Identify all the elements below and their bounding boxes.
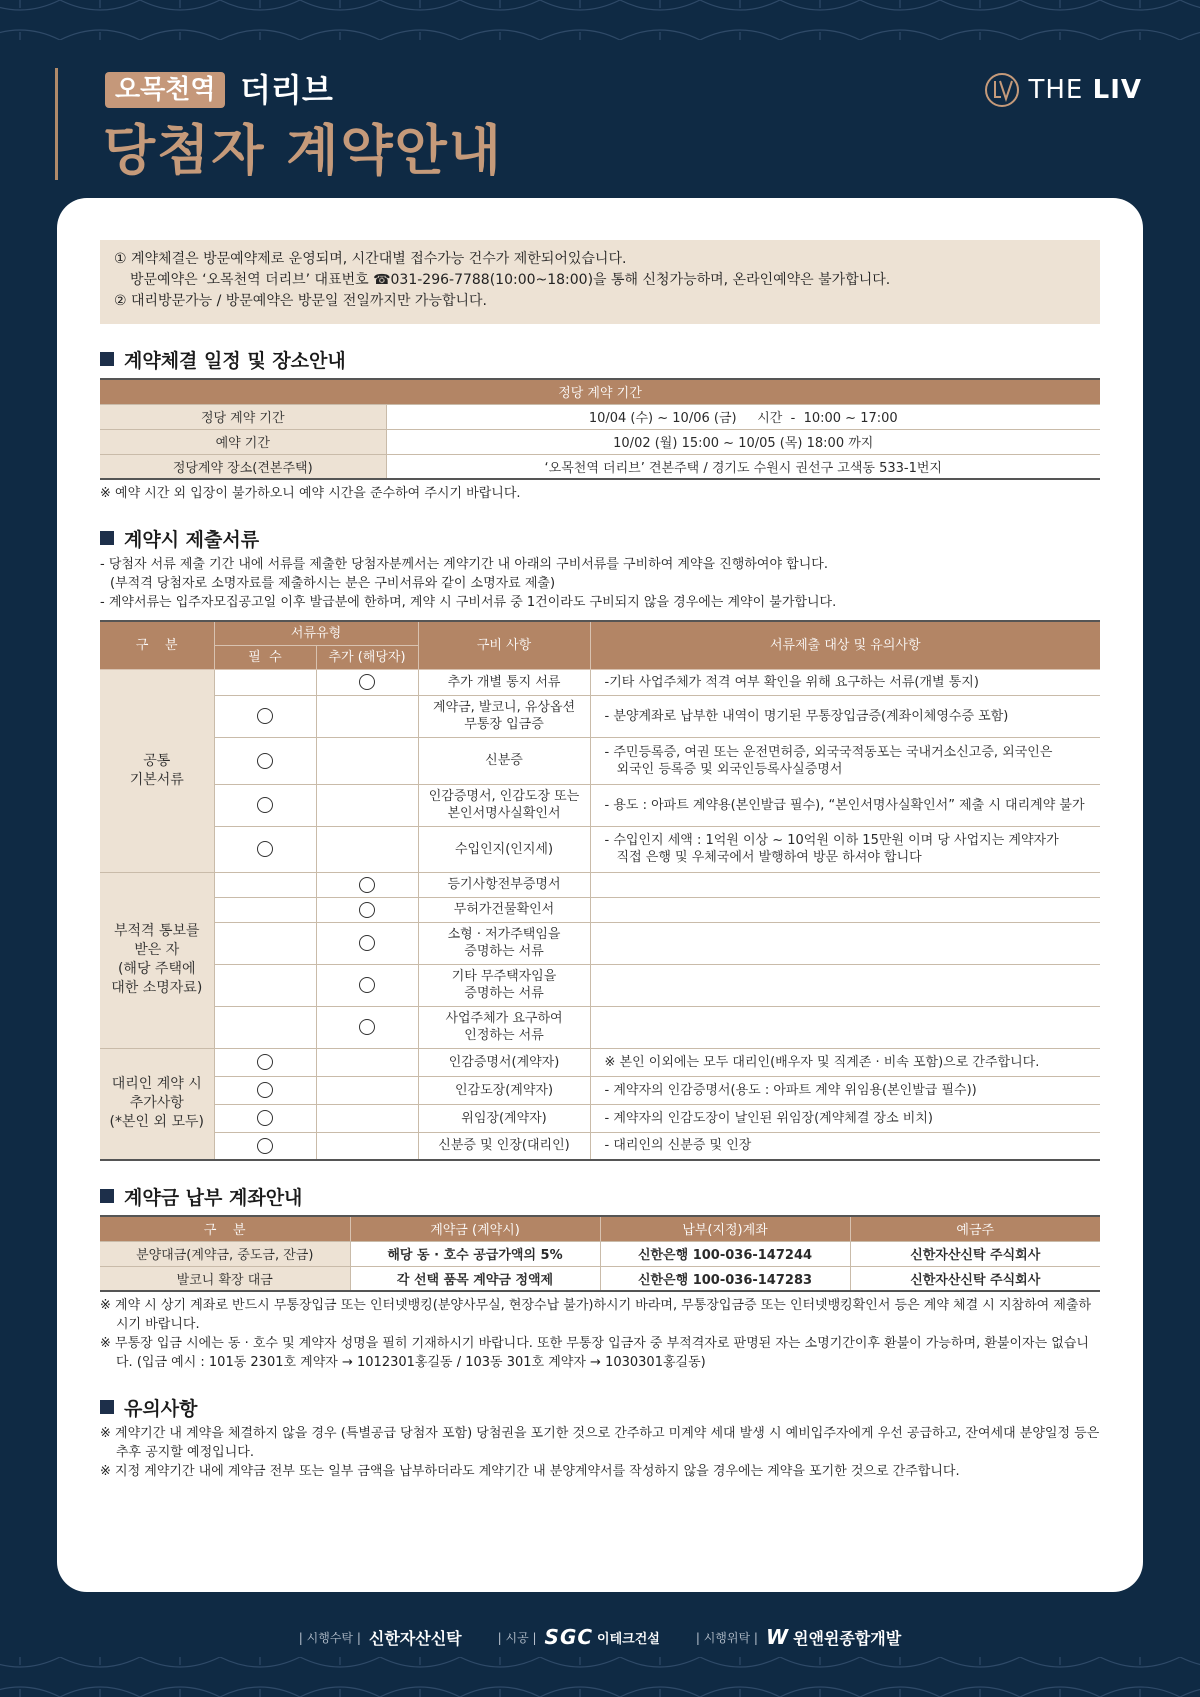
payment-table: 구 분 계약금 (계약시) 납부(지정)계좌 예금주 분양대금(계약금, 중도금, 잔금) 해당 동 · 호수 공급가액의 5% 신한은행 100-036-147244 신한자산신탁 주식회사 발코니 확장 대금 각 선택 품목 계약금 정액제 신한은행 100-036-147283 신한자산신탁 주식회사 [100,1215,1100,1292]
notice-line: ② 대리방문가능 / 방문예약은 방문일 전일까지만 가능합니다. [114,293,487,309]
schedule-table [100,378,1100,480]
square-bullet-icon [100,1189,114,1203]
table-row: 기타 무주택자임을 증명하는 서류 [100,964,1100,1006]
schedule-note: ※ 예약 시간 외 입장이 불가하오니 예약 시간을 준수하여 주시기 바랍니다. [100,486,521,501]
header-accent-bar [55,68,58,180]
footer-developer: | 시행위탁 | W 윈앤윈종합개발 [695,1625,902,1649]
table-row: 소형 · 저가주택임을 증명하는 서류 [100,922,1100,964]
table-row: 인감증명서, 인감도장 또는 본인서명사실확인서 - 용도 : 아파트 계약용(본인발급 필수), “본인서명사실확인서” 제출 시 대리계약 불가 [100,784,1100,826]
brand-name: THE LIV [1028,75,1142,105]
check-circle-icon [257,708,273,724]
bottom-pattern [0,1657,1200,1697]
table-row: 신분증 - 주민등록증, 여권 또는 운전면허증, 외국국적동포는 국내거소신고증, 외국인은 외국인 등록증 및 외국인등록사실증명서 [100,737,1100,784]
table-row: 무허가건물확인서 [100,897,1100,922]
check-circle-icon [257,841,273,857]
theliv-logo-icon [984,72,1020,108]
table-row: 부적격 통보를 받은 자 (해당 주택에 대한 소명자료) 등기사항전부증명서 [100,872,1100,897]
winwin-logo-icon: W [765,1625,789,1649]
check-circle-icon [257,1082,273,1098]
station-badge: 오목천역 [105,72,225,108]
check-circle-icon [257,797,273,813]
content-card [57,198,1143,1592]
project-name: 더리브 [240,71,333,109]
table-row: 발코니 확장 대금 각 선택 품목 계약금 정액제 신한은행 100-036-147283 신한자산신탁 주식회사 [100,1266,1100,1291]
table-row: 수입인지(인지세) - 수입인지 세액 : 1억원 이상 ~ 10억원 이하 15만원 이며 당 사업지는 계약자가 직접 은행 및 우체국에서 발행하여 방문 하셔야 합니다 [100,826,1100,872]
square-bullet-icon [100,531,114,545]
documents-table: 구 분 서류유형 구비 사항 서류제출 대상 및 유의사항 필 수 추가 (해당자) 공통 기본서류 추가 개별 통지 서류 -기타 사업주체가 적격 여부 확인을 위해 요구하는 서류(개별 통지) 계약금, 발코니, 유상옵션 무통장 입금증 - 분양계좌로 납부한 내역이 명기된 무통장입금증(계좌이체영수증 포함) 신분증 - 주민등록증, 여권 또는 운전면허증, 외국국적동포는 국내거소신고증, 외국인은 외국인 등록증 및 외국인등록사실증명서 인감증명서, 인감도장 또는 본인서명사실확인서 - 용도 : 아파트 계약용(본인발급 필수), “본인서명사실확인서” 제출 시 대리계약 불가 수입인지(인지세) - 수입인지 세액 : 1억원 이상 ~ 10억원 이하 15만원 이며 당 사업지는 계약자가 직접 은행 및 우체국에서 발행하여 방문 하셔야 합니다 부적격 통보를 받은 자 (해당 주택에 대한 소명자료) 등기사항전부증명서 무허가건물확인서 소형 · 저가주택임을 증명하는 서류 기타 무주택자임을 증명하는 서류 사업주체가 요구하여 인정하는 서류 대리인 계약 시 추가사항 (*본인 외 모두) 인감증명서(계약자) ※ 본인 이외에는 모두 대리인(배우자 및 직계존 · 비속 포함)으로 간주합니다. 인감도장(계약자) - 계약자의 인감증명서(용도 : 아파트 계약 위임용(본인발급 필수)) 위임장(계약자) - 계약자의 인감도장이 날인된 위임장(계약체결 장소 비치) 신분증 및 인장(대리인) - 대리인의 신분증 및 인장 [100,620,1100,1161]
top-pattern [0,0,1200,40]
footer-trustee: | 시행수탁 | 신한자산신탁 [298,1628,462,1648]
check-circle-icon [257,1110,273,1126]
table-row: 사업주체가 요구하여 인정하는 서류 [100,1006,1100,1048]
square-bullet-icon [100,352,114,366]
check-circle-icon [359,674,375,690]
check-circle-icon [359,1019,375,1035]
table-row: 위임장(계약자) - 계약자의 인감도장이 날인된 위임장(계약체결 장소 비치) [100,1104,1100,1132]
check-circle-icon [257,1138,273,1154]
section-title-cautions: 유의사항 [100,1394,1100,1420]
caution-notes: ※ 계약기간 내 계약을 체결하지 않을 경우 (특별공급 당첨자 포함) 당첨권을 포기한 것으로 간주하고 미계약 세대 발생 시 예비입주자에게 우선 공급하고, 잔여세대 분양일정 등은 추후 공지할 예정입니다. ※ 지정 계약기간 내에 계약금 전부 또는 일부 금액을 납부하더라도 계약기간 내 분양계약서를 작성하지 않을 경우에는 계약을 포기한 것으로 간주합니다. [100,1426,1100,1479]
footer [0,1622,1200,1652]
notice-box [100,240,1100,324]
table-row: 계약금, 발코니, 유상옵션 무통장 입금증 - 분양계좌로 납부한 내역이 명기된 무통장입금증(계좌이체영수증 포함) [100,695,1100,737]
check-circle-icon [359,877,375,893]
section-title-payment: 계약금 납부 계좌안내 [100,1183,1100,1209]
page-title: 당첨자 계약안내 [103,119,503,182]
check-circle-icon [359,902,375,918]
table-row: 분양대금(계약금, 중도금, 잔금) 해당 동 · 호수 공급가액의 5% 신한은행 100-036-147244 신한자산신탁 주식회사 [100,1241,1100,1266]
table-row: 대리인 계약 시 추가사항 (*본인 외 모두) 인감증명서(계약자) ※ 본인 이외에는 모두 대리인(배우자 및 직계존 · 비속 포함)으로 간주합니다. [100,1048,1100,1076]
section-title-documents: 계약시 제출서류 [100,525,1100,551]
notice-line: ① 계약체결은 방문예약제로 운영되며, 시간대별 접수가능 건수가 제한되어있습니다. [114,251,627,267]
check-circle-icon [257,753,273,769]
header [0,60,1200,190]
table-row: 정당계약 장소(견본주택) ‘오목천역 더리브’ 견본주택 / 경기도 수원시 권선구 고색동 533-1번지 [100,454,1100,479]
table-header: 정당 계약 기간 [100,379,1100,404]
documents-description: - 당첨자 서류 제출 기간 내에 서류를 제출한 당첨자분께서는 계약기간 내 아래의 구비서류를 구비하여 계약을 진행하여야 합니다. (부적격 당첨자로 소명자료를 제출하시는 분은 구비서류와 같이 소명자료 제출) - 계약서류는 입주자모집공고일 이후 발급분에 한하며, 계약 시 구비서류 중 1건이라도 구비되지 않을 경우에는 계약이 불가합니다. [100,557,837,610]
check-circle-icon [359,935,375,951]
payment-notes: ※ 계약 시 상기 계좌로 반드시 무통장입금 또는 인터넷뱅킹(분양사무실, 현장수납 불가)하시기 바라며, 무통장입금증 또는 인터넷뱅킹확인서 등은 계약 체결 시 지참하여 제출하시기 바랍니다. ※ 무통장 입금 시에는 동 · 호수 및 계약자 성명을 필히 기재하시기 바랍니다. 또한 무통장 입금자 중 부적격자로 판명된 자는 소명기간이후 환불이 가능하며, 환불이자는 없습니다. (입금 예시 : 101동 2301호 계약자 → 1012301홍길동 / 103동 301호 계약자 → 1030301홍길동) [100,1298,1092,1370]
square-bullet-icon [100,1400,114,1414]
table-row: 예약 기간 10/02 (월) 15:00 ~ 10/05 (목) 18:00 까지 [100,429,1100,454]
check-circle-icon [359,977,375,993]
section-title-schedule: 계약체결 일정 및 장소안내 [100,346,1100,372]
table-row: 공통 기본서류 추가 개별 통지 서류 -기타 사업주체가 적격 여부 확인을 위해 요구하는 서류(개별 통지) [100,669,1100,695]
sgc-logo-icon: SGC [544,1625,594,1649]
table-row: 신분증 및 인장(대리인) - 대리인의 신분증 및 인장 [100,1132,1100,1160]
check-circle-icon [257,1054,273,1070]
notice-line: 방문예약은 ‘오목천역 더리브’ 대표번호 ☎031-296-7788(10:00~18:00)을 통해 신청가능하며, 온라인예약은 불가합니다. [130,272,891,288]
brand-logo [984,72,1142,108]
footer-builder: | 시공 | SGC 이테크건설 [497,1625,660,1649]
table-row: 정당 계약 기간 10/04 (수) ~ 10/06 (금) 시간 - 10:00 ~ 17:00 [100,404,1100,429]
table-row: 인감도장(계약자) - 계약자의 인감증명서(용도 : 아파트 계약 위임용(본인발급 필수)) [100,1076,1100,1104]
